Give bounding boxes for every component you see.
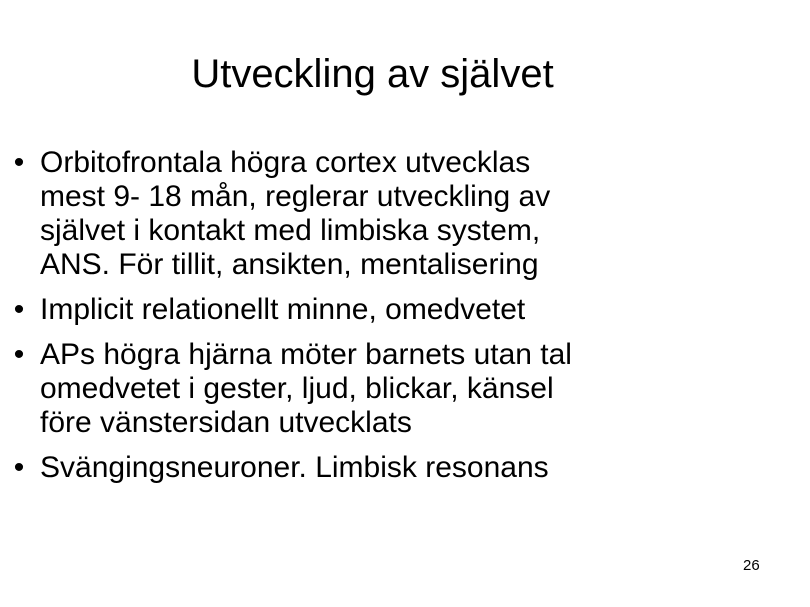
bullet-item-1 [0,146,800,282]
bullet-1-line-1: Orbitofrontala högra cortex utvecklas [40,146,531,179]
slide-title: Utveckling av självet [191,52,554,96]
bullet-item-2 [0,293,800,327]
bullet-3-line-3: före vänstersidan utvecklats [40,406,412,439]
bullet-list [0,146,800,496]
bullet-2-line-1: Implicit relationellt minne, omedvetet [40,293,526,326]
bullet-icon: • [13,293,25,326]
bullet-1-line-3: självet i kontakt med limbiska system, [40,214,541,247]
bullet-1-line-2: mest 9- 18 mån, reglerar utveckling av [40,180,551,213]
bullet-item-4 [0,451,800,485]
bullet-icon: • [13,146,25,179]
bullet-icon: • [13,451,25,484]
bullet-3-line-2: omedvetet i gester, ljud, blickar, känsel [40,372,554,405]
bullet-item-3 [0,338,800,440]
page-number: 26 [743,557,760,574]
bullet-icon: • [13,338,25,371]
bullet-3-line-1: APs högra hjärna möter barnets utan tal [40,338,572,371]
bullet-1-line-4: ANS. För tillit, ansikten, mentalisering [40,248,539,281]
bullet-4-line-1: Svängingsneuroner. Limbisk resonans [40,451,549,484]
